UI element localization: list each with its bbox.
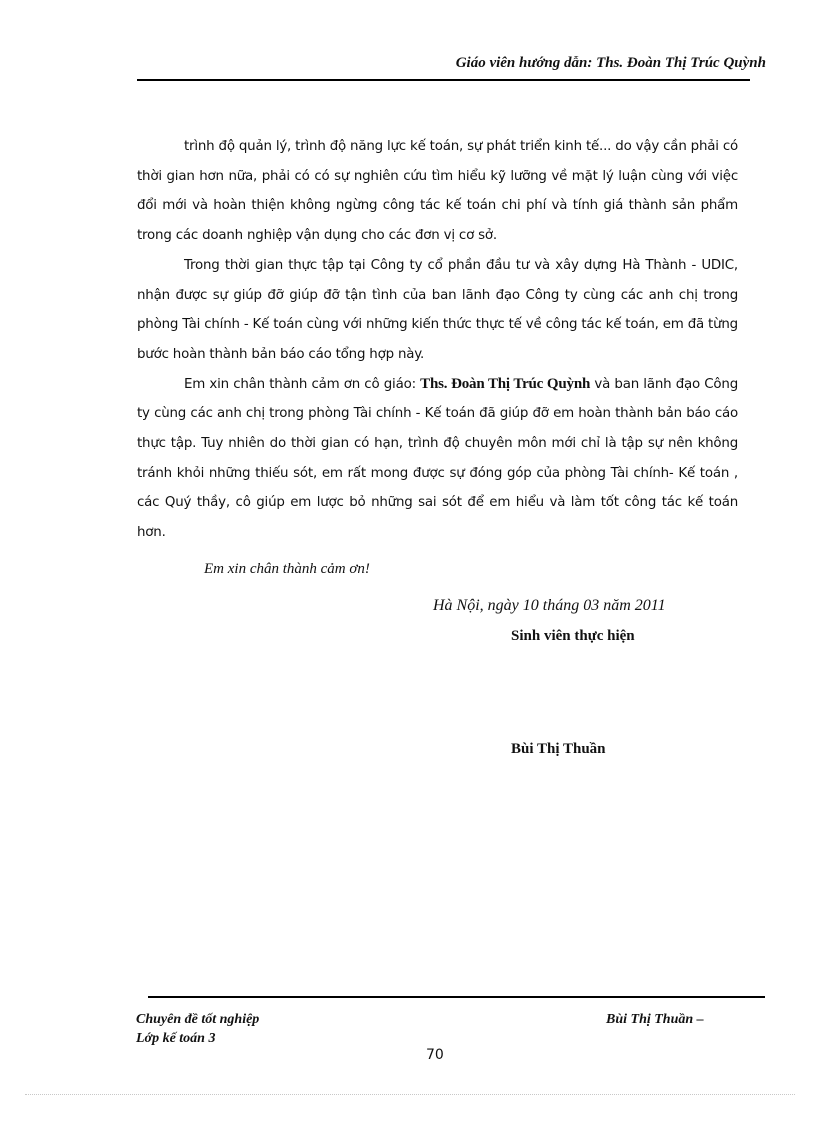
- footer-author: Bùi Thị Thuần –: [606, 1012, 704, 1027]
- signer-role: Sinh viên thực hiện: [511, 628, 635, 644]
- paragraph-1: trình độ quản lý, trình độ năng lực kế toán, sự phát triển kinh tế... do vậy cần phải có thời gian hơn nữa, phải có có sự nghiên cứu tìm hiểu kỹ lưỡng về mặt lý luận cùng với việc đổi mới và hoàn thiện không ngừng công tác kế toán chi phí và tính giá thành sản phẩm trong các doanh nghiệp vận dụng cho các đơn vị cơ sở.: [137, 139, 738, 244]
- footer-class-label: Lớp kế toán 3: [136, 1031, 216, 1046]
- closing-thanks: Em xin chân thành cảm ơn!: [204, 561, 370, 577]
- footer-thesis-label: Chuyên đề tốt nghiệp: [136, 1012, 260, 1027]
- header-divider: [137, 79, 750, 81]
- page-edge-divider: [25, 1094, 795, 1095]
- document-body: [137, 132, 738, 548]
- paragraph-3: [137, 370, 738, 548]
- footer-divider: [148, 996, 765, 998]
- paragraph-3-rest: và ban lãnh đạo Công ty cùng các anh chị trong phòng Tài chính - Kế toán đã giúp đỡ em hoàn thành bản báo cáo thực tập. Tuy nhiên do thời gian có hạn, trình độ chuyên môn mới chỉ là tập sự nên không tránh khỏi những thiếu sót, em rất mong được sự đóng góp của phòng Tài chính- Kế toán , các Quý thầy, cô giúp em lược bỏ những sai sót để em hiểu và làm tốt công tác kế toán hơn.: [137, 376, 739, 541]
- footer-left: [136, 1010, 259, 1048]
- header-advisor: Giáo viên hướng dẫn: Ths. Đoàn Thị Trúc Quỳnh: [455, 55, 766, 71]
- signer-name: Bùi Thị Thuần: [511, 741, 606, 757]
- place-date: Hà Nội, ngày 10 tháng 03 năm 2011: [433, 597, 666, 614]
- paragraph-3-intro: Em xin chân thành cảm ơn cô giáo:: [184, 376, 421, 392]
- paragraph-2: Trong thời gian thực tập tại Công ty cổ phần đầu tư và xây dựng Hà Thành - UDIC, nhận được sự giúp đỡ giúp đỡ tận tình của ban lãnh đạo Công ty cùng các anh chị trong phòng Tài chính - Kế toán cùng với những kiến thức thực tế về công tác kế toán, em đã từng bước hoàn thành bản báo cáo tổng hợp này.: [137, 257, 738, 362]
- page-number: 70: [426, 1047, 444, 1063]
- advisor-name: Ths. Đoàn Thị Trúc Quỳnh: [420, 375, 591, 392]
